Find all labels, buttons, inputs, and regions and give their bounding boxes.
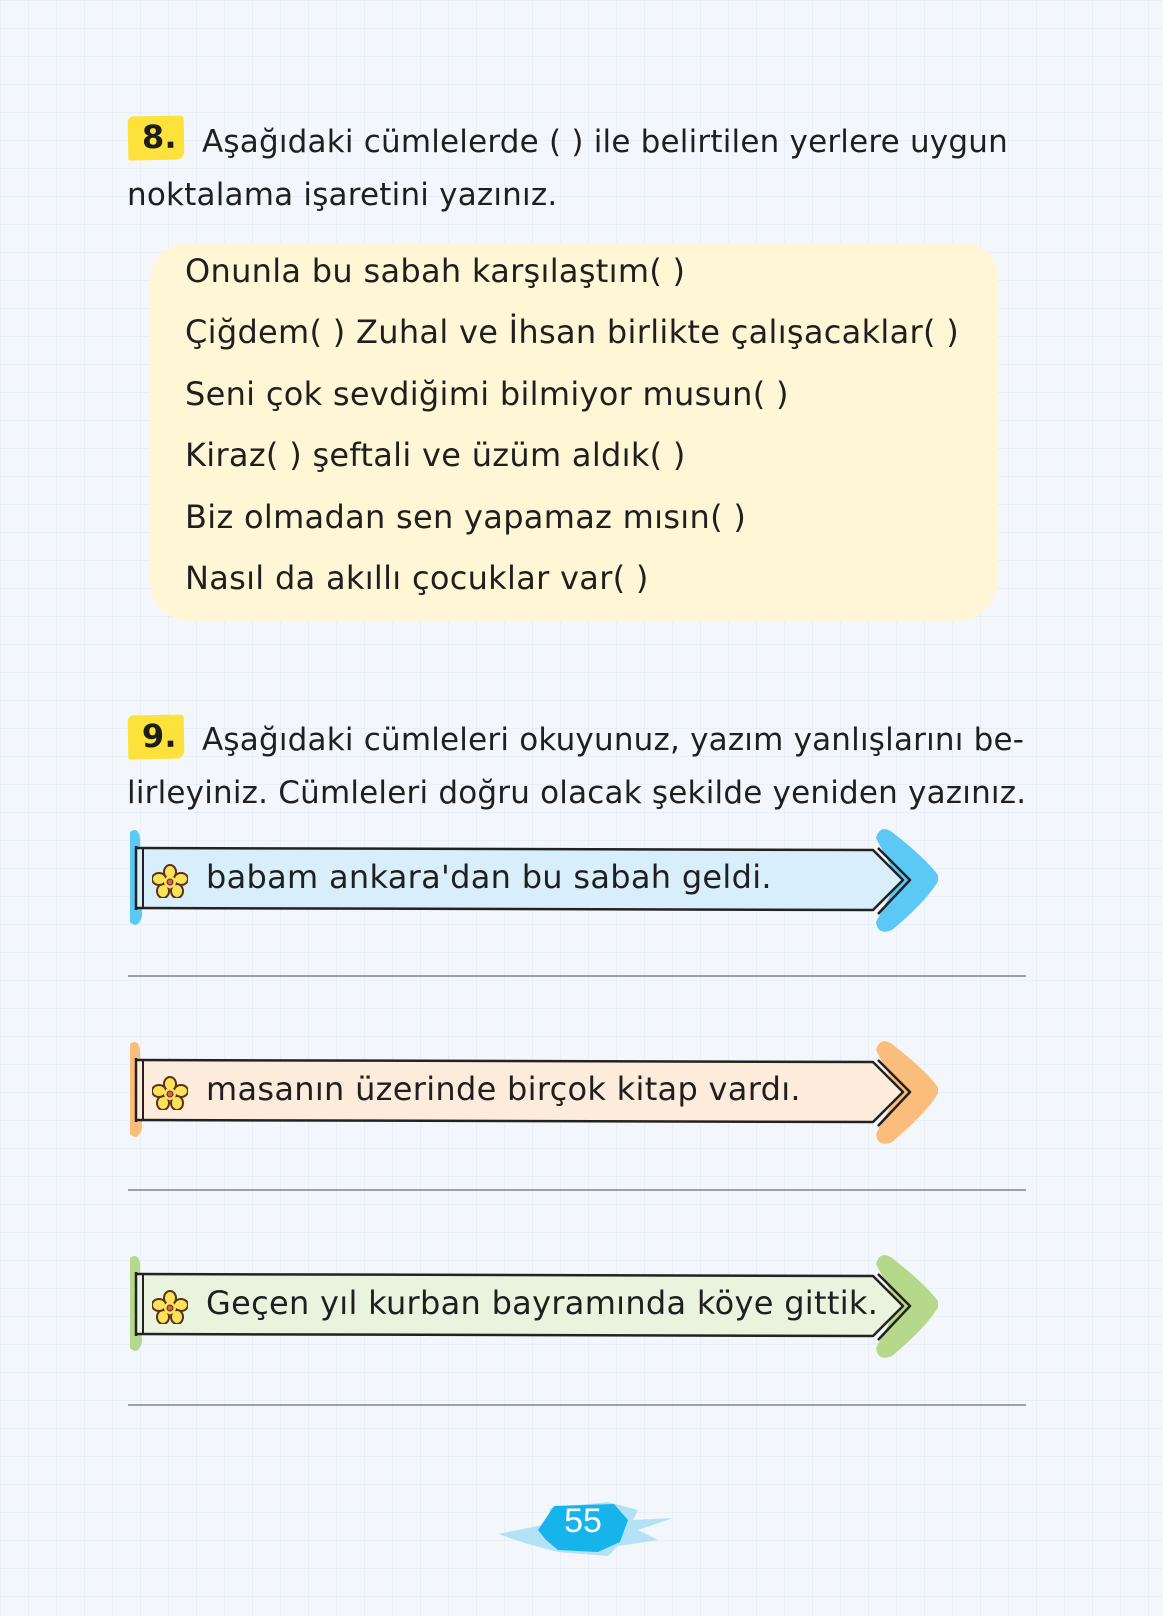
- banner-2-text: masanın üzerinde birçok kitap vardı.: [206, 1070, 801, 1108]
- answer-line-3[interactable]: [128, 1404, 1026, 1406]
- answer-line-1[interactable]: [128, 975, 1026, 977]
- question-9-instruction: [127, 714, 1032, 820]
- sentence-4: Kiraz( ) şeftali ve üzüm aldık( ): [185, 436, 686, 474]
- question-8-number: 8.: [128, 116, 185, 161]
- banner-1-text: babam ankara'dan bu sabah geldi.: [206, 858, 772, 896]
- question-9-instruction-line1: Aşağıdaki cümleleri okuyunuz, yazım yanlışlarını be-: [202, 722, 1025, 758]
- banner-3-text: Geçen yıl kurban bayramında köye gittik.: [206, 1284, 879, 1322]
- question-8-instruction: [127, 116, 1032, 222]
- sentence-banner-2: [128, 1038, 938, 1148]
- page-number-badge: [488, 1490, 678, 1560]
- sentence-5: Biz olmadan sen yapamaz mısın( ): [185, 498, 747, 536]
- question-8-instruction-line1: Aşağıdaki cümlelerde ( ) ile belirtilen yerlere uygun: [202, 124, 1008, 160]
- question-8-instruction-line2: noktalama işaretini yazınız.: [127, 177, 558, 213]
- sentence-banner-3: [128, 1252, 938, 1362]
- question-9-number: 9.: [128, 715, 185, 760]
- sentence-6: Nasıl da akıllı çocuklar var( ): [185, 559, 649, 597]
- sentence-3: Seni çok sevdiğimi bilmiyor musun( ): [185, 375, 789, 413]
- question-9-instruction-line2: lirleyiniz. Cümleleri doğru olacak şekilde yeniden yazınız.: [127, 775, 1027, 811]
- page-number: 55: [564, 1502, 602, 1540]
- sentence-banner-1: [128, 826, 938, 936]
- sentence-1: Onunla bu sabah karşılaştım( ): [185, 252, 686, 290]
- sentence-2: Çiğdem( ) Zuhal ve İhsan birlikte çalışacaklar( ): [185, 313, 960, 351]
- answer-line-2[interactable]: [128, 1189, 1026, 1191]
